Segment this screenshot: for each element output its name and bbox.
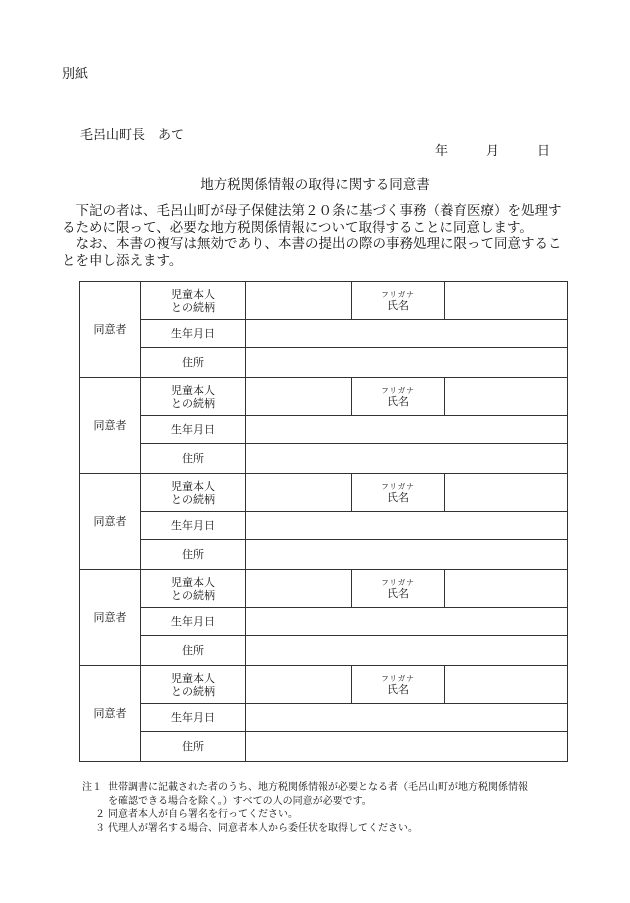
- consenter-row-birthdate: [80, 416, 568, 444]
- name-label-text: 氏名: [387, 394, 409, 408]
- name-field[interactable]: [445, 378, 568, 416]
- consenter-row-relation: [80, 570, 568, 608]
- consenter-row-address: [80, 636, 568, 666]
- date-line: [435, 140, 550, 159]
- name-label: [352, 282, 445, 320]
- consenter-row-address: [80, 348, 568, 378]
- birthdate-label: 生年月日: [141, 704, 246, 732]
- address-label: 住所: [141, 732, 246, 762]
- address-label: 住所: [141, 636, 246, 666]
- name-field[interactable]: [445, 474, 568, 512]
- address-field[interactable]: [246, 444, 568, 474]
- address-label: 住所: [141, 444, 246, 474]
- name-field[interactable]: [445, 666, 568, 704]
- consenter-row-address: [80, 732, 568, 762]
- birthdate-label: 生年月日: [141, 608, 246, 636]
- note-number: 注１: [82, 782, 102, 793]
- note-continuation: を確認できる場合を除く。）すべての人の同意が必要です。: [108, 795, 372, 807]
- note-text: 世帯調書に記載された者のうち、地方税関係情報が必要となる者（毛呂山町が地方税関係情報: [108, 782, 528, 793]
- relation-label: [141, 666, 246, 704]
- body-text: [62, 203, 572, 269]
- relation-field[interactable]: [246, 378, 352, 416]
- relation-label-line2: との続柄: [171, 492, 215, 506]
- notes: [82, 781, 582, 835]
- consenter-row-address: [80, 444, 568, 474]
- furigana-label: フリガナ: [381, 673, 415, 683]
- relation-field[interactable]: [246, 666, 352, 704]
- note-item: [82, 822, 582, 836]
- date-day: 日: [536, 144, 550, 159]
- note-text: 代理人が署名する場合、同意者本人から委任状を取得してください。: [108, 822, 418, 834]
- birthdate-label: 生年月日: [141, 320, 246, 348]
- furigana-label: フリガナ: [381, 289, 415, 299]
- birthdate-field[interactable]: [246, 416, 568, 444]
- date-year: 年: [434, 144, 448, 159]
- name-label-text: 氏名: [387, 490, 409, 504]
- relation-label-line2: との続柄: [171, 588, 215, 602]
- relation-label: [141, 474, 246, 512]
- note-text: 同意者本人が自ら署名を行ってください。: [108, 809, 298, 820]
- consenter-label: 同意者: [80, 570, 141, 666]
- name-label-text: 氏名: [387, 586, 409, 600]
- consenter-row-birthdate: [80, 608, 568, 636]
- birthdate-field[interactable]: [246, 608, 568, 636]
- body-paragraph-2: なお、本書の複写は無効であり、本書の提出の際の事務処理に限って同意することを申し添えます。: [62, 236, 562, 269]
- name-label-text: 氏名: [387, 682, 409, 696]
- relation-field[interactable]: [246, 474, 352, 512]
- furigana-label: フリガナ: [381, 385, 415, 395]
- furigana-label: フリガナ: [381, 577, 415, 587]
- consenter-label: 同意者: [80, 666, 141, 762]
- address-field[interactable]: [246, 540, 568, 570]
- birthdate-field[interactable]: [246, 512, 568, 540]
- birthdate-label: 生年月日: [141, 416, 246, 444]
- consenter-row-relation: [80, 282, 568, 320]
- relation-field[interactable]: [246, 570, 352, 608]
- relation-label-line1: 児童本人: [171, 575, 215, 589]
- consenter-row-relation: [80, 378, 568, 416]
- furigana-label: フリガナ: [381, 481, 415, 491]
- consent-table: [79, 281, 568, 762]
- consenter-row-birthdate: [80, 704, 568, 732]
- note-number: ３: [95, 822, 105, 834]
- name-label: [352, 378, 445, 416]
- birthdate-field[interactable]: [246, 704, 568, 732]
- note-item: [82, 808, 582, 822]
- relation-label-line1: 児童本人: [171, 287, 215, 301]
- relation-label: [141, 378, 246, 416]
- date-month: 月: [485, 144, 499, 159]
- consenter-label: 同意者: [80, 378, 141, 474]
- relation-label-line2: との続柄: [171, 684, 215, 698]
- birthdate-label: 生年月日: [141, 512, 246, 540]
- consenter-row-address: [80, 540, 568, 570]
- relation-label-line2: との続柄: [171, 300, 215, 314]
- name-label: [352, 666, 445, 704]
- consenter-row-relation: [80, 666, 568, 704]
- address-label: 住所: [141, 348, 246, 378]
- addressee: 毛呂山町長 あて: [80, 128, 185, 143]
- birthdate-field[interactable]: [246, 320, 568, 348]
- relation-field[interactable]: [246, 282, 352, 320]
- consenter-row-relation: [80, 474, 568, 512]
- name-field[interactable]: [445, 282, 568, 320]
- note-item: [82, 781, 582, 795]
- address-label: 住所: [141, 540, 246, 570]
- relation-label-line2: との続柄: [171, 396, 215, 410]
- name-label: [352, 474, 445, 512]
- address-field[interactable]: [246, 732, 568, 762]
- name-label-text: 氏名: [387, 298, 409, 312]
- note-number: ２: [95, 809, 105, 820]
- name-field[interactable]: [445, 570, 568, 608]
- consenter-row-birthdate: [80, 512, 568, 540]
- consenter-label: 同意者: [80, 474, 141, 570]
- consenter-label: 同意者: [80, 282, 141, 378]
- body-paragraph-1: 下記の者は、毛呂山町が母子保健法第２０条に基づく事務（養育医療）を処理するために限って、必要な地方税関係情報について取得することに同意します。: [62, 203, 562, 236]
- relation-label-line1: 児童本人: [171, 479, 215, 493]
- document-title: 地方税関係情報の取得に関する同意書: [200, 177, 430, 193]
- relation-label-line1: 児童本人: [171, 383, 215, 397]
- name-label: [352, 570, 445, 608]
- relation-label-line1: 児童本人: [171, 671, 215, 685]
- relation-label: [141, 570, 246, 608]
- relation-label: [141, 282, 246, 320]
- address-field[interactable]: [246, 636, 568, 666]
- address-field[interactable]: [246, 348, 568, 378]
- consenter-row-birthdate: [80, 320, 568, 348]
- attachment-label: 別紙: [62, 67, 89, 82]
